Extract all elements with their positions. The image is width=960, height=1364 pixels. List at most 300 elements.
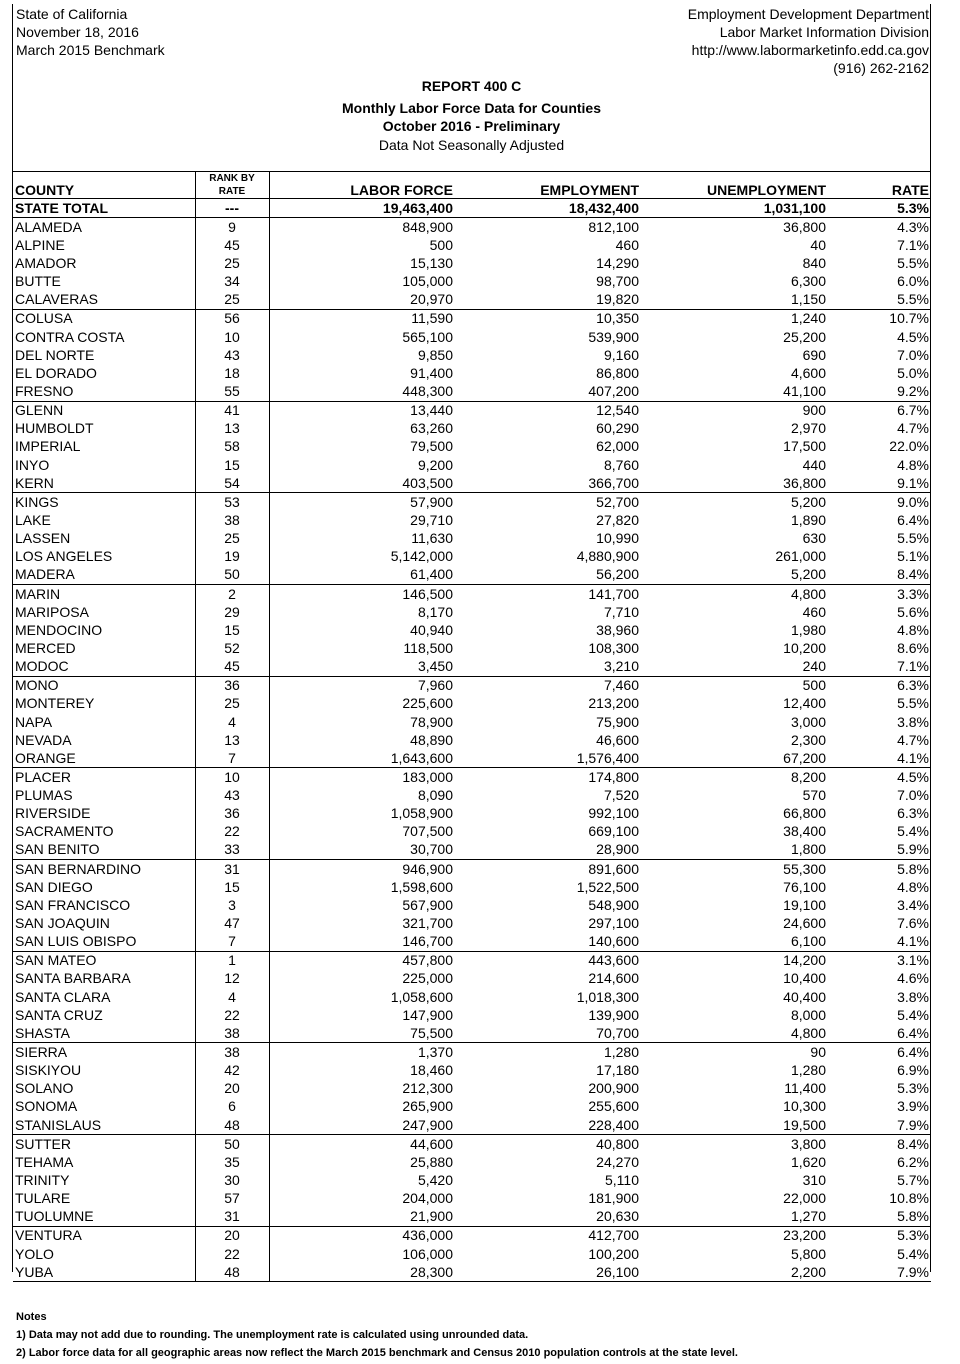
unemployment-cell: 76,100 <box>783 878 826 895</box>
employment-cell: 46,600 <box>596 731 639 748</box>
phone-number: (916) 262-2162 <box>833 60 929 76</box>
table-row <box>13 676 931 695</box>
unemployment-cell: 36,800 <box>783 218 826 235</box>
note-1: 1) Data may not add due to rounding. The unemployment rate is calculated using unrounded data. <box>16 1329 529 1341</box>
column-header-rate: RATE <box>828 172 931 199</box>
employment-cell: 139,900 <box>588 1006 639 1023</box>
rate-cell: 5.4% <box>897 1245 929 1262</box>
unemployment-cell: 66,800 <box>783 805 826 822</box>
rank-cell: 22 <box>195 1245 269 1263</box>
labor-force-cell: 1,058,600 <box>390 988 453 1005</box>
labor-force-cell: 48,890 <box>410 731 453 748</box>
rate-cell: 5.0% <box>897 364 929 381</box>
unemployment-cell: 840 <box>802 254 826 271</box>
rate-cell: 3.3% <box>897 585 929 602</box>
employment-cell: 26,100 <box>455 1263 641 1282</box>
table-row <box>13 1043 931 1062</box>
labor-force-cell: 848,900 <box>402 218 453 235</box>
report-title: Monthly Labor Force Data for Counties <box>341 100 601 116</box>
county-cell: INYO <box>15 456 50 473</box>
unemployment-cell: 10,400 <box>783 970 826 987</box>
rate-cell: 6.2% <box>897 1153 929 1170</box>
county-cell: SAN BERNARDINO <box>15 860 142 877</box>
table-row <box>13 914 931 932</box>
employment-cell: 75,900 <box>596 713 639 730</box>
rate-cell: 8.4% <box>828 566 931 585</box>
labor-force-cell: 19,463,400 <box>269 199 455 218</box>
rank-cell: 41 <box>195 401 269 420</box>
county-cell: SHASTA <box>13 1024 195 1043</box>
employment-cell: 7,520 <box>603 787 639 804</box>
rate-cell: 4.5% <box>897 768 929 785</box>
county-cell: ORANGE <box>13 749 195 768</box>
rate-cell: 3.8% <box>897 988 929 1005</box>
county-cell: SANTA BARBARA <box>15 970 131 987</box>
table-row <box>13 530 931 548</box>
employment-cell: 17,180 <box>596 1062 639 1079</box>
county-cell: LOS ANGELES <box>15 548 113 565</box>
county-cell: SAN JOAQUIN <box>15 915 110 932</box>
rate-cell: 7.9% <box>828 1263 931 1282</box>
labor-force-cell: 8,170 <box>417 603 453 620</box>
unemployment-cell: 1,280 <box>790 1062 826 1079</box>
employment-cell: 255,600 <box>588 1098 639 1115</box>
county-cell: ALPINE <box>15 236 65 253</box>
labor-force-cell: 403,500 <box>269 474 455 493</box>
table-row <box>13 695 931 713</box>
rank-cell: 20 <box>195 1226 269 1245</box>
state-total-row <box>13 199 931 218</box>
employment-cell: 200,900 <box>588 1080 639 1097</box>
rank-cell: 10 <box>195 328 269 346</box>
rank-cell: 25 <box>195 254 269 272</box>
unemployment-cell: 2,970 <box>790 420 826 437</box>
unemployment-cell: 90 <box>810 1044 826 1061</box>
labor-force-cell: 7,960 <box>417 677 453 694</box>
county-cell: SUTTER <box>15 1135 71 1152</box>
county-cell: MONTEREY <box>15 695 95 712</box>
labor-force-cell: 18,460 <box>410 1062 453 1079</box>
labor-force-cell: 25,880 <box>410 1153 453 1170</box>
rate-cell: 4.5% <box>897 328 929 345</box>
table-row <box>13 273 931 291</box>
unemployment-cell: 2,300 <box>790 731 826 748</box>
unemployment-cell: 1,980 <box>790 621 826 638</box>
notes-heading: Notes <box>16 1311 47 1323</box>
employment-cell: 443,600 <box>588 952 639 969</box>
employment-cell: 174,800 <box>588 768 639 785</box>
rank-cell: 6 <box>195 1098 269 1116</box>
rank-cell: 12 <box>195 970 269 988</box>
table-row <box>13 621 931 639</box>
table-row <box>13 309 931 328</box>
employment-cell: 141,700 <box>588 585 639 602</box>
county-cell: BUTTE <box>15 273 61 290</box>
county-cell: TUOLUMNE <box>13 1208 195 1227</box>
county-cell: CONTRA COSTA <box>15 328 125 345</box>
rate-cell: 5.4% <box>897 823 929 840</box>
labor-force-cell: 146,500 <box>402 585 453 602</box>
table-row <box>13 420 931 438</box>
employment-cell: 297,100 <box>588 915 639 932</box>
rate-cell: 9.1% <box>828 474 931 493</box>
rate-cell: 5.5% <box>897 695 929 712</box>
rate-cell: 4.3% <box>897 218 929 235</box>
table-row <box>13 1263 931 1282</box>
county-cell: KINGS <box>15 493 59 510</box>
labor-force-cell: 448,300 <box>269 382 455 401</box>
labor-force-cell: 8,090 <box>417 787 453 804</box>
rate-cell: 5.5% <box>828 291 931 310</box>
benchmark: March 2015 Benchmark <box>16 42 165 58</box>
rank-cell: 4 <box>195 988 269 1006</box>
county-cell: MONO <box>15 677 59 694</box>
rate-cell: 5.9% <box>828 841 931 860</box>
employment-cell: 1,576,400 <box>455 749 641 768</box>
unemployment-cell: 22,000 <box>783 1190 826 1207</box>
table-row <box>13 328 931 346</box>
rate-cell: 4.8% <box>897 456 929 473</box>
rank-cell: 42 <box>195 1062 269 1080</box>
rank-cell: 55 <box>195 382 269 401</box>
unemployment-cell: 4,600 <box>790 364 826 381</box>
employment-cell: 19,820 <box>455 291 641 310</box>
county-cell: YUBA <box>13 1263 195 1282</box>
labor-force-cell: 3,450 <box>269 658 455 677</box>
rate-cell: 4.1% <box>828 933 931 952</box>
table-row <box>13 1153 931 1171</box>
table-row <box>13 860 931 879</box>
table-header-row <box>13 172 931 199</box>
unemployment-cell: 19,500 <box>641 1116 828 1135</box>
employment-cell: 140,600 <box>455 933 641 952</box>
rate-cell: 6.0% <box>897 273 929 290</box>
rank-cell: 1 <box>195 951 269 970</box>
rank-cell: 15 <box>195 621 269 639</box>
table-row <box>13 456 931 474</box>
employment-cell: 407,200 <box>455 382 641 401</box>
rate-cell: 6.4% <box>828 1024 931 1043</box>
table-row <box>13 1098 931 1116</box>
county-cell: SIERRA <box>15 1044 68 1061</box>
column-header-employment: EMPLOYMENT <box>455 172 641 199</box>
unemployment-cell: 55,300 <box>783 860 826 877</box>
county-cell: NEVADA <box>15 731 72 748</box>
employment-cell: 7,710 <box>603 603 639 620</box>
labor-force-cell: 265,900 <box>402 1098 453 1115</box>
rate-cell: 8.6% <box>897 639 929 656</box>
unemployment-cell: 500 <box>802 677 826 694</box>
rank-cell: 13 <box>195 731 269 749</box>
employment-cell: 5,110 <box>605 1172 639 1189</box>
rank-cell: 53 <box>195 493 269 512</box>
rank-cell: 25 <box>195 291 269 310</box>
county-cell: GLENN <box>15 402 64 419</box>
table-row <box>13 1080 931 1098</box>
column-header-unemployment: UNEMPLOYMENT <box>641 172 828 199</box>
rank-cell: 9 <box>195 218 269 237</box>
labor-force-cell: 225,600 <box>402 695 453 712</box>
rank-cell: 22 <box>195 1006 269 1024</box>
table-row <box>13 1208 931 1227</box>
rate-cell: 5.8% <box>897 860 929 877</box>
note-2: 2) Labor force data for all geographic areas now reflect the March 2015 benchmark and Census 2010 population controls at the state level. <box>16 1347 738 1359</box>
rate-cell: 5.5% <box>897 254 929 271</box>
county-cell: CALAVERAS <box>13 291 195 310</box>
rank-cell: 29 <box>195 603 269 621</box>
unemployment-cell: 25,200 <box>783 328 826 345</box>
county-cell: COLUSA <box>15 310 73 327</box>
labor-force-cell: 9,850 <box>417 346 453 363</box>
rate-cell: 3.4% <box>897 896 929 913</box>
employment-cell: 108,300 <box>588 639 639 656</box>
employment-cell: 213,200 <box>588 695 639 712</box>
rate-cell: 6.4% <box>897 511 929 528</box>
labor-force-cell: 21,900 <box>269 1208 455 1227</box>
labor-force-cell: 436,000 <box>402 1227 453 1244</box>
labor-force-cell: 457,800 <box>402 952 453 969</box>
table-row <box>13 896 931 914</box>
unemployment-cell: 1,890 <box>790 511 826 528</box>
rank-cell: 25 <box>195 530 269 548</box>
county-cell: TEHAMA <box>15 1153 74 1170</box>
rate-cell: 5.3% <box>897 1227 929 1244</box>
unemployment-cell: 10,300 <box>783 1098 826 1115</box>
unemployment-cell: 1,620 <box>790 1153 826 1170</box>
state-name: State of California <box>16 6 128 22</box>
unemployment-cell: 630 <box>802 530 826 547</box>
unemployment-cell: 5,200 <box>641 566 828 585</box>
table-row <box>13 364 931 382</box>
rate-cell: 8.4% <box>897 1135 929 1152</box>
county-cell: MODOC <box>13 658 195 677</box>
rate-cell: 7.9% <box>828 1116 931 1135</box>
rank-cell: 13 <box>195 420 269 438</box>
labor-force-cell: 567,900 <box>402 896 453 913</box>
rank-cell: 35 <box>195 1153 269 1171</box>
rate-cell: 4.7% <box>897 731 929 748</box>
rank-cell: 18 <box>195 364 269 382</box>
employment-cell: 8,760 <box>603 456 639 473</box>
rank-cell: 34 <box>195 273 269 291</box>
unemployment-cell: 1,150 <box>641 291 828 310</box>
unemployment-cell: 240 <box>641 658 828 677</box>
unemployment-cell: 1,800 <box>641 841 828 860</box>
unemployment-cell: 11,400 <box>784 1080 826 1097</box>
county-cell: SACRAMENTO <box>15 823 114 840</box>
labor-force-cell: 146,700 <box>269 933 455 952</box>
table-row <box>13 970 931 988</box>
employment-cell: 60,290 <box>596 420 639 437</box>
rank-cell: 38 <box>195 511 269 529</box>
rank-cell: 52 <box>195 639 269 657</box>
table-row <box>13 511 931 529</box>
employment-cell: 40,800 <box>596 1135 639 1152</box>
rate-cell: 6.9% <box>897 1062 929 1079</box>
unemployment-cell: 23,200 <box>783 1227 826 1244</box>
table-row <box>13 1171 931 1189</box>
rate-cell: 5.8% <box>828 1208 931 1227</box>
rank-cell: 43 <box>195 346 269 364</box>
county-cell: MARIPOSA <box>15 603 89 620</box>
unemployment-cell: 6,300 <box>790 273 826 290</box>
employment-cell: 539,900 <box>588 328 639 345</box>
column-header-rank: RANK BY RATE <box>195 172 269 199</box>
county-cell: HUMBOLDT <box>15 420 94 437</box>
employment-cell: 460 <box>615 236 639 253</box>
labor-force-cell: 91,400 <box>410 364 453 381</box>
county-cell: SANTA CRUZ <box>15 1006 103 1023</box>
rate-cell: 7.6% <box>897 915 929 932</box>
employment-cell: 9,160 <box>603 346 639 363</box>
rate-cell: 7.0% <box>897 787 929 804</box>
rate-cell: 7.1% <box>828 658 931 677</box>
rank-cell: 56 <box>195 309 269 328</box>
rank-cell: 54 <box>195 474 269 493</box>
employment-cell: 10,990 <box>596 530 639 547</box>
county-cell: EL DORADO <box>15 364 97 381</box>
unemployment-cell: 14,200 <box>783 952 826 969</box>
county-cell: IMPERIAL <box>15 438 81 455</box>
unemployment-cell: 4,800 <box>790 585 826 602</box>
table-row <box>13 823 931 841</box>
table-row <box>13 346 931 364</box>
county-cell: SAN FRANCISCO <box>15 896 131 913</box>
rank-cell: 7 <box>195 933 269 952</box>
rank-cell: 58 <box>195 438 269 456</box>
labor-force-cell: 183,000 <box>402 768 453 785</box>
table-row <box>13 254 931 272</box>
rank-cell: 38 <box>195 1043 269 1062</box>
rank-cell: --- <box>195 199 269 218</box>
labor-force-cell: 13,440 <box>410 402 453 419</box>
county-cell: MARIN <box>15 585 61 602</box>
employment-cell: 4,880,900 <box>576 548 639 565</box>
table-row <box>13 1116 931 1135</box>
county-cell: PLUMAS <box>15 787 73 804</box>
rank-cell: 47 <box>195 914 269 932</box>
employment-cell: 10,350 <box>596 310 639 327</box>
labor-force-cell: 79,500 <box>410 438 453 455</box>
table-row <box>13 658 931 677</box>
county-cell: YOLO <box>15 1245 54 1262</box>
employment-cell: 548,900 <box>588 896 639 913</box>
table-row <box>13 731 931 749</box>
labor-force-cell: 40,940 <box>410 621 453 638</box>
table-row <box>13 713 931 731</box>
employment-cell: 1,280 <box>603 1044 639 1061</box>
unemployment-cell: 1,270 <box>641 1208 828 1227</box>
labor-force-cell: 147,900 <box>402 1006 453 1023</box>
labor-force-cell: 11,590 <box>411 310 453 327</box>
employment-cell: 366,700 <box>455 474 641 493</box>
labor-force-cell: 707,500 <box>402 823 453 840</box>
labor-force-cell: 28,300 <box>269 1263 455 1282</box>
labor-force-cell: 204,000 <box>402 1190 453 1207</box>
table-row <box>13 1006 931 1024</box>
rate-cell: 4.7% <box>897 420 929 437</box>
rate-cell: 6.7% <box>897 402 929 419</box>
website-link[interactable]: http://www.labormarketinfo.edd.ca.gov <box>691 42 929 58</box>
rate-cell: 10.7% <box>889 310 929 327</box>
rank-cell: 10 <box>195 768 269 787</box>
unemployment-cell: 40,400 <box>783 988 826 1005</box>
department-name: Employment Development Department <box>687 6 929 22</box>
rank-cell: 36 <box>195 676 269 695</box>
labor-force-cell: 946,900 <box>402 860 453 877</box>
rate-cell: 7.1% <box>897 236 929 253</box>
rate-cell: 5.3% <box>897 1080 929 1097</box>
unemployment-cell: 17,500 <box>783 438 826 455</box>
county-cell: NAPA <box>15 713 53 730</box>
labor-force-cell: 15,130 <box>410 254 453 271</box>
county-cell: RIVERSIDE <box>15 805 91 822</box>
unemployment-cell: 570 <box>802 787 826 804</box>
labor-force-cell: 500 <box>429 236 453 253</box>
rank-cell: 15 <box>195 878 269 896</box>
rank-cell: 3 <box>195 896 269 914</box>
rank-cell: 20 <box>195 1080 269 1098</box>
employment-cell: 3,210 <box>455 658 641 677</box>
header-left <box>16 5 165 59</box>
table-row <box>13 584 931 603</box>
labor-force-cell: 106,000 <box>402 1245 453 1262</box>
rate-cell: 9.2% <box>828 382 931 401</box>
rate-cell: 4.8% <box>897 878 929 895</box>
labor-force-cell: 30,700 <box>269 841 455 860</box>
report-period: October 2016 - Preliminary <box>382 118 561 134</box>
rate-cell: 22.0% <box>889 438 929 455</box>
county-cell: SAN DIEGO <box>15 878 93 895</box>
table-row <box>13 1135 931 1154</box>
table-row <box>13 749 931 768</box>
unemployment-cell: 440 <box>802 456 826 473</box>
employment-cell: 812,100 <box>588 218 639 235</box>
rate-cell: 5.7% <box>897 1172 929 1189</box>
unemployment-cell: 24,600 <box>783 915 826 932</box>
labor-force-cell: 321,700 <box>402 915 453 932</box>
rate-cell: 5.5% <box>897 530 929 547</box>
county-cell: LASSEN <box>15 530 71 547</box>
table-row <box>13 951 931 970</box>
county-cell: SOLANO <box>15 1080 74 1097</box>
unemployment-cell: 5,200 <box>790 493 826 510</box>
unemployment-cell: 3,000 <box>790 713 826 730</box>
employment-cell: 24,270 <box>596 1153 639 1170</box>
rate-cell: 6.3% <box>897 677 929 694</box>
notes-section <box>16 1308 738 1362</box>
table-row <box>13 493 931 512</box>
labor-force-cell: 1,370 <box>417 1044 453 1061</box>
rate-cell: 6.3% <box>897 805 929 822</box>
table-row <box>13 1226 931 1245</box>
county-cell: STATE TOTAL <box>13 199 195 218</box>
rank-cell: 50 <box>195 1135 269 1154</box>
unemployment-cell: 41,100 <box>641 382 828 401</box>
report-adjustment: Data Not Seasonally Adjusted <box>378 137 565 153</box>
rate-cell: 3.1% <box>897 952 929 969</box>
labor-force-cell: 57,900 <box>410 493 453 510</box>
rank-cell: 38 <box>195 1024 269 1043</box>
county-cell: DEL NORTE <box>15 346 95 363</box>
employment-cell: 228,400 <box>455 1116 641 1135</box>
unemployment-cell: 2,200 <box>641 1263 828 1282</box>
rank-cell: 36 <box>195 805 269 823</box>
unemployment-cell: 5,800 <box>790 1245 826 1262</box>
employment-cell: 52,700 <box>596 493 639 510</box>
unemployment-cell: 38,400 <box>783 823 826 840</box>
table-row <box>13 841 931 860</box>
